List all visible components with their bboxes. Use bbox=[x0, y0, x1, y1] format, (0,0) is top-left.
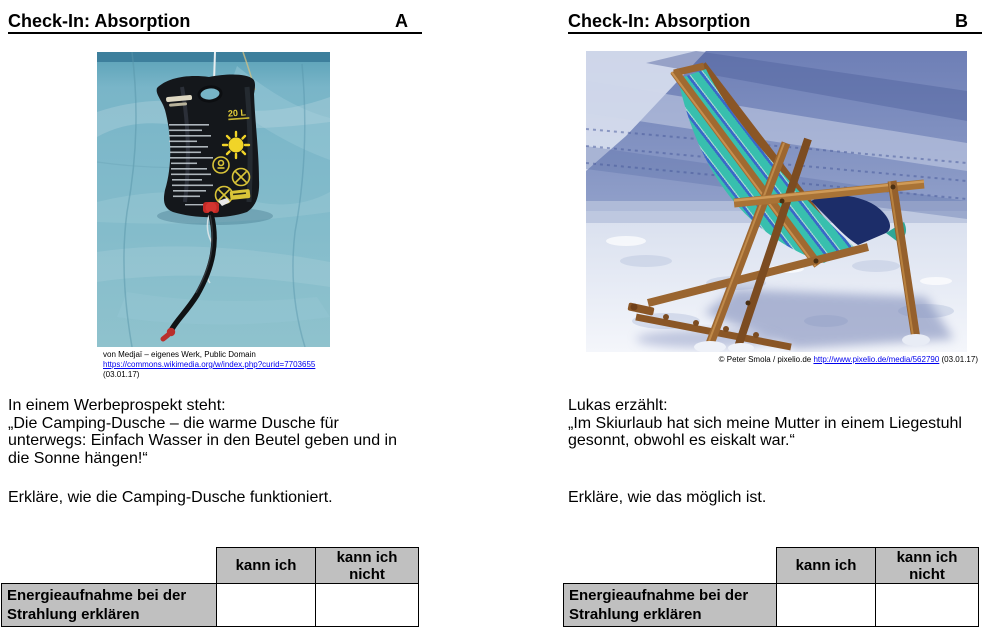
panel-a-body-text bbox=[8, 397, 422, 467]
competence-row-label: Energieaufnahme bei der Strahlung erklären bbox=[2, 584, 217, 627]
panel-a-intro: In einem Werbeprospekt steht: bbox=[8, 397, 226, 414]
panel-b-image-caption bbox=[586, 355, 978, 365]
col-header-can: kann ich bbox=[217, 548, 316, 584]
panel-a-title: Check-In: Absorption bbox=[8, 11, 191, 31]
panel-b-self-check-table bbox=[563, 547, 979, 627]
panel-a-letter: A bbox=[395, 11, 408, 31]
panel-a-header bbox=[8, 10, 422, 34]
competence-row-label: Energieaufnahme bei der Strahlung erklären bbox=[564, 584, 777, 627]
panel-a-image-caption bbox=[103, 350, 321, 380]
check-cell-cannot bbox=[876, 584, 979, 627]
panel-a-quote-line-1: „Die Camping-Dusche – die warme Dusche für bbox=[8, 414, 339, 432]
caption-b-date: (03.01.17) bbox=[939, 355, 978, 364]
caption-b-text: © Peter Smola / pixelio.de bbox=[718, 355, 814, 364]
table-corner-spacer bbox=[564, 548, 777, 584]
panel-a-quote-line-2: unterwegs: Einfach Wasser in den Beutel geben und in bbox=[8, 432, 397, 449]
panel-a-task: Erkläre, wie die Camping-Dusche funktioniert. bbox=[8, 489, 333, 506]
check-cell-can bbox=[217, 584, 316, 627]
bag-handle-hole bbox=[198, 86, 221, 102]
panel-b-task: Erkläre, wie das möglich ist. bbox=[568, 489, 767, 506]
panel-b-body-text bbox=[568, 397, 982, 450]
col-header-cannot: kann ich nicht bbox=[316, 548, 419, 584]
check-cell-cannot bbox=[316, 584, 419, 627]
svg-text:20 L: 20 L bbox=[227, 107, 247, 119]
col-header-can: kann ich bbox=[777, 548, 876, 584]
caption-b-link[interactable]: http://www.pixelio.de/media/562790 bbox=[813, 355, 940, 364]
caption-a-date: (03.01.17) bbox=[103, 370, 140, 379]
panel-b-title: Check-In: Absorption bbox=[568, 11, 751, 31]
panel-b-intro: Lukas erzählt: bbox=[568, 397, 668, 414]
panel-a-quote-line-3: die Sonne hängen!“ bbox=[8, 449, 148, 467]
panel-b-quote-line-1: „Im Skiurlaub hat sich meine Mutter in einem Liegestuhl bbox=[568, 414, 962, 432]
panel-b-letter: B bbox=[955, 11, 968, 31]
panel-b-header bbox=[568, 10, 982, 34]
caption-a-link[interactable]: https://commons.wikimedia.org/w/index.php?curid=7703655 bbox=[103, 360, 316, 369]
table-corner-spacer bbox=[2, 548, 217, 584]
camping-shower-photo bbox=[97, 52, 330, 347]
check-cell-can bbox=[777, 584, 876, 627]
col-header-cannot: kann ich nicht bbox=[876, 548, 979, 584]
deck-chair-photo bbox=[586, 51, 967, 352]
sun-icon bbox=[223, 132, 249, 158]
panel-b-quote-line-2: gesonnt, obwohl es eiskalt war.“ bbox=[568, 432, 795, 449]
panel-a-self-check-table bbox=[1, 547, 419, 627]
caption-a-text: von Medjaï – eigenes Werk, Public Domain bbox=[103, 350, 256, 359]
